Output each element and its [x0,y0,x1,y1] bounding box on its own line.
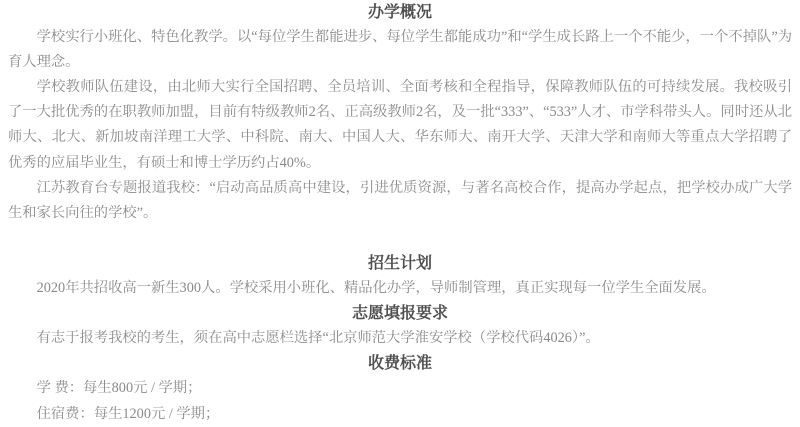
section-heading-fee-standards: 收费标准 [367,355,432,373]
paragraph-application-requirements: 有志于报考我校的考生，须在高中志愿栏选择“北京师范大学淮安学校（学校代码4026）”。 [36,330,600,347]
paragraph-enrollment-plan: 2020年共招收高一新生300人。学校采用小班化、精品化办学，导师制管理，真正实现每一位学生全面发展。 [36,280,716,297]
paragraph-media-report: 江苏教育台专题报道我校：“启动高品质高中建设，引进优质资源，与著名高校合作，提高办学起点，把学校办成广大学生和家长向往的学校”。 [8,179,792,221]
section-heading-enrollment-plan: 招生计划 [367,254,432,272]
paragraph-teacher-team: 学校教师队伍建设，由北师大实行全国招聘、全员培训、全面考核和全程指导，保障教师队伍的可持续发展。我校吸引了一大批优秀的在职教师加盟，目前有特级教师2名、正高级教师2名，及一批“333”、“533”人才、市学科带头人。同时还从北师大、北大、新加坡南洋理工大学、中科院、南大、中国人大、华东师大、南开大学、天津大学和南师大等重点大学招聘了优秀的应届毕业生，有硕士和博士学历约占40%。 [8,79,792,171]
section-heading-application-requirements: 志愿填报要求 [351,305,448,323]
paragraph-tuition-fee: 学 费：每生800元 / 学期； [36,380,202,397]
paragraph-teaching-philosophy: 学校实行小班化、特色化教学。以“每位学生都能进步、每位学生都能成功”和“学生成长路上一个不能少，一个不掉队”为育人理念。 [8,29,792,71]
paragraph-accommodation-fee: 住宿费：每生1200元 / 学期； [36,405,220,422]
section-heading-school-overview: 办学概况 [367,4,432,21]
